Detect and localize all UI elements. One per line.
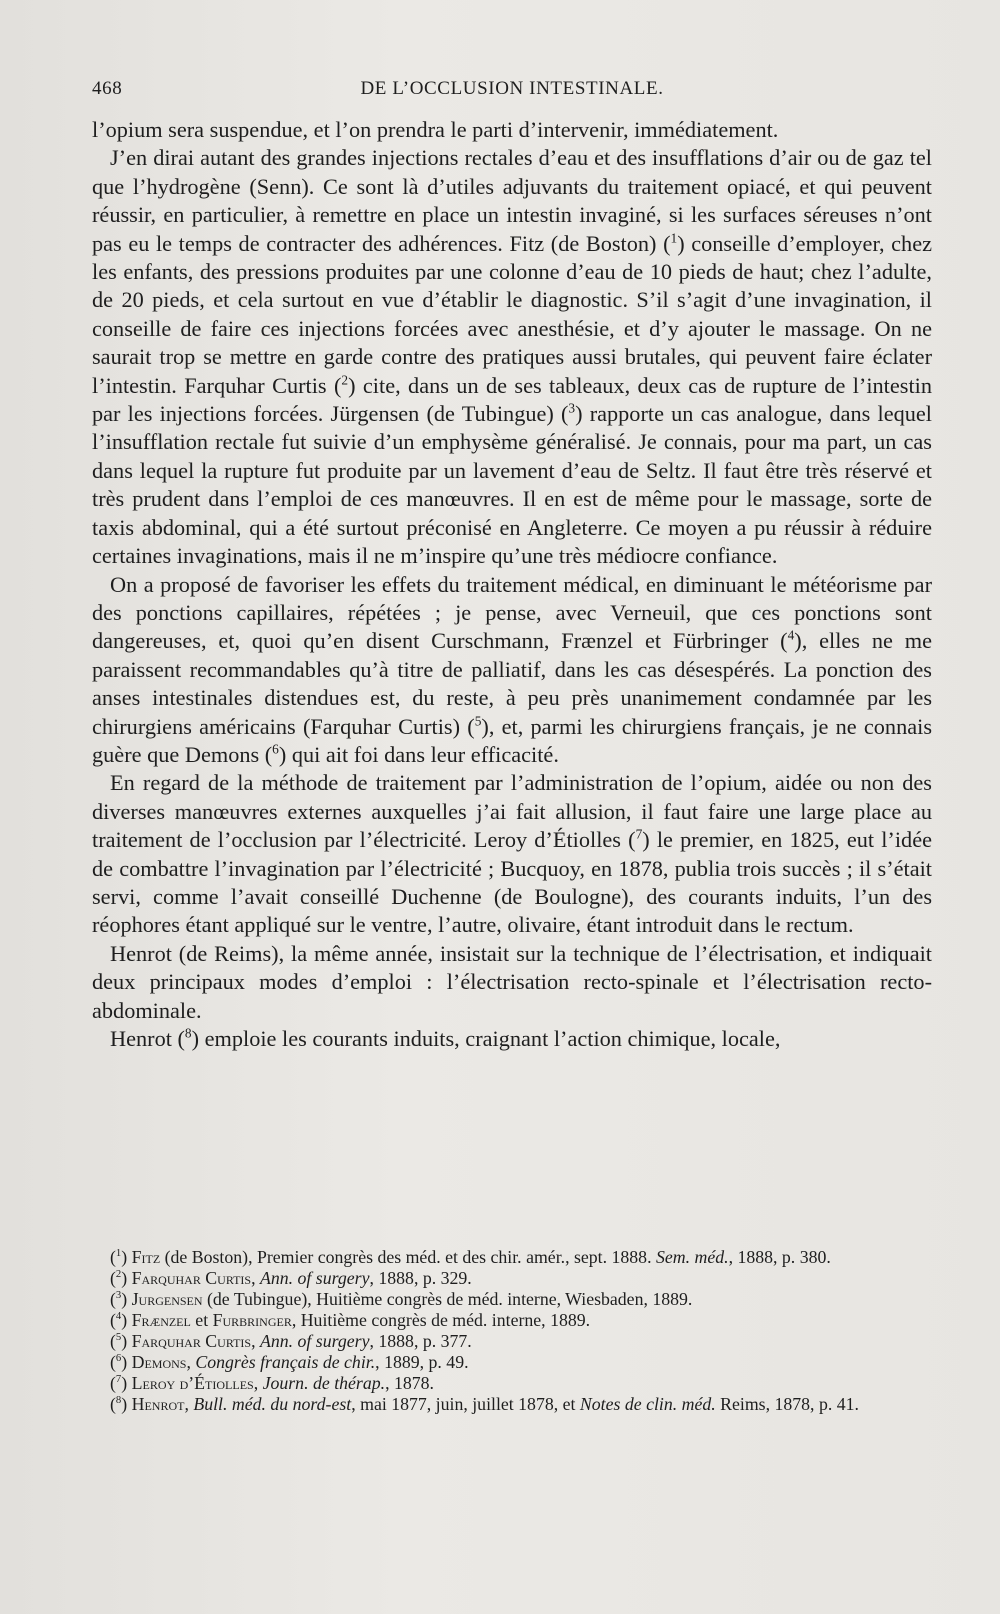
footnote-ref: 6 (272, 741, 279, 757)
page-header (92, 78, 932, 106)
journal-title: Notes de clin. méd. (579, 1394, 716, 1414)
author-name: Farquhar Curtis (131, 1331, 252, 1351)
footnote (92, 1289, 932, 1310)
text-run: , 1878. (385, 1373, 434, 1393)
text-run: , (186, 1352, 196, 1372)
paragraph (92, 571, 932, 770)
paragraph (92, 769, 932, 939)
text-run: , (251, 1268, 260, 1288)
text-run: Henrot (de Reims), la même année, insistait sur la technique de l’électrisation, et indiquait deux principaux modes d’emploi : l’électrisation recto-spinale et l’électrisation recto-abdominale. (92, 940, 932, 1023)
paragraph (92, 116, 932, 144)
footnote (92, 1394, 932, 1415)
footnote (92, 1247, 932, 1268)
footnote-ref: 8 (115, 1394, 122, 1407)
text-run: , 1889, p. 49. (375, 1352, 469, 1372)
text-run: Reims, 1878, p. 41. (715, 1394, 859, 1414)
footnote-ref: 5 (474, 713, 482, 729)
journal-title: Sem. méd. (655, 1247, 729, 1267)
text-run: , Huitième congrès de méd. interne, 1889. (291, 1310, 591, 1330)
footnote-ref: 7 (115, 1373, 122, 1386)
author-name: Fitz (131, 1247, 161, 1267)
footnote-ref: 5 (115, 1331, 122, 1344)
running-head: DE L’OCCLUSION INTESTINALE. (360, 78, 664, 99)
author-name: Farquhar Curtis (131, 1268, 252, 1288)
footnote (92, 1373, 932, 1394)
text-run: (de Tubingue), Huitième congrès de méd. interne, Wiesbaden, 1889. (202, 1289, 693, 1309)
text-run: ) (121, 1373, 132, 1393)
text-run: (de Boston), Premier congrès des méd. et des chir. amér., sept. 1888. (160, 1247, 656, 1267)
text-run: , (184, 1394, 194, 1414)
text-run: En regard de la méthode de traitement par l’administration de l’opium, aidée ou non des diverses manœuvres externes auxquelles j’ai fait allusion, il faut faire une large place au traitement de l’occlusion par l’électricité. Leroy d’Étiolles ( (92, 770, 932, 853)
text-run: ( (110, 1394, 116, 1414)
footnote (92, 1331, 932, 1352)
journal-title: Congrès français de chir. (195, 1352, 376, 1372)
text-run: , mai 1877, juin, juillet 1878, et (351, 1394, 580, 1414)
text-run: ) (121, 1247, 132, 1267)
footnote-ref: 7 (635, 826, 643, 842)
footnote (92, 1352, 932, 1373)
page-number: 468 (92, 78, 123, 99)
text-run: ( (110, 1310, 116, 1330)
journal-title: Bull. méd. du nord-est (193, 1394, 352, 1414)
text-run: ( (110, 1373, 116, 1393)
author-name: Furbringer (212, 1310, 292, 1330)
text-run: ( (110, 1352, 116, 1372)
author-name: Leroy d’Étiolles (131, 1373, 254, 1393)
text-run: , 1888, p. 377. (369, 1331, 472, 1351)
text-run: , 1888, p. 380. (728, 1247, 831, 1267)
author-name: Demons (131, 1352, 187, 1372)
text-run: On a proposé de favoriser les effets du traitement médical, en diminuant le météorisme par des ponctions capillaires, répétées ; je pense, avec Verneuil, que ces ponctions sont dangereuses, et, quoi qu’en disent Curschmann, Frænzel et Fürbringer ( (92, 571, 932, 654)
footnote-ref: 6 (115, 1352, 122, 1365)
text-run: ( (110, 1331, 116, 1351)
journal-title: Ann. of surgery (260, 1268, 370, 1288)
paragraph (92, 940, 932, 1025)
footnote-ref: 2 (115, 1268, 122, 1281)
footnote-ref: 4 (115, 1310, 122, 1323)
body-text (92, 116, 932, 1053)
footnotes (92, 1247, 932, 1415)
text-run: ( (110, 1247, 116, 1267)
text-run: , (251, 1331, 260, 1351)
journal-title: Ann. of surgery (260, 1331, 370, 1351)
footnote-ref: 3 (568, 400, 576, 416)
text-run: ) (121, 1289, 132, 1309)
footnote (92, 1310, 932, 1331)
text-run: ) (121, 1310, 132, 1330)
author-name: Jurgensen (131, 1289, 203, 1309)
text-run: ) (121, 1331, 132, 1351)
text-run: ) conseille d’employer, chez les enfants, des pressions produites par une colonne d’eau de 10 pieds de haut; chez l’adulte, de 20 pieds, et cela surtout en vue d’établir le diagnostic. S’il s’agit d’une invagination, il conseille de faire ces injections forcées avec anesthésie, et d’y ajouter le massage. On ne saurait trop se mettre en garde contre des pratiques aussi brutales, qui peuvent faire éclater l’intestin. Farquhar Curtis ( (92, 230, 932, 398)
text-run: ), et, parmi les chirurgiens français, je ne connais guère que Demons ( (92, 713, 932, 767)
text-run: ) qui ait foi dans leur efficacité. (278, 741, 559, 767)
footnote-ref: 3 (115, 1289, 122, 1302)
footnote (92, 1268, 932, 1289)
text-run: ) emploie les courants induits, craignant l’action chimique, locale, (191, 1026, 781, 1051)
text-run: ) rapporte un cas analogue, dans lequel l’insufflation rectale fut suivie d’un emphysème généralisé. Je connais, pour ma part, un cas dans lequel la rupture fut produite par un lavement d’eau de Seltz. Il faut être très réservé et très prudent dans l’emploi de ces manœuvres. Il en est de même pour le massage, sorte de taxis abdominal, qui a été surtout préconisé en Angleterre. Ce moyen a pu réussir à réduire certaines invaginations, mais il ne m’inspire qu’une très médiocre confiance. (92, 401, 932, 569)
footnote-ref: 1 (115, 1247, 122, 1260)
footnote-ref: 4 (787, 627, 795, 643)
paragraph (92, 1025, 932, 1053)
author-name: Frænzel (131, 1310, 191, 1330)
footnote-ref: 1 (670, 230, 678, 246)
footnote-ref: 8 (184, 1025, 192, 1041)
text-run: ) (121, 1394, 132, 1414)
text-run: ) (121, 1352, 132, 1372)
text-run: , (253, 1373, 263, 1393)
text-run: ) (121, 1268, 132, 1288)
text-run: ( (110, 1268, 116, 1288)
text-run: ), elles ne me paraissent recommandables qu’à titre de palliatif, dans les cas désespérés. La ponction des anses intestinales distendues est, du reste, à peu près unanimement condamnée par les chirurgiens américains (Farquhar Curtis) ( (92, 628, 932, 739)
text-run: et (190, 1310, 213, 1330)
text-run: ) cite, dans un de ses tableaux, deux cas de rupture de l’intestin par les injections forcées. Jürgensen (de Tubingue) ( (92, 372, 932, 427)
text-run: J’en dirai autant des grandes injections rectales d’eau et des insufflations d’air ou de gaz tel que l’hydrogène (Senn). Ce sont là d’utiles adjuvants du traitement opiacé, et qui peuvent réussir, en particulier, à remettre en place un intestin invaginé, si les surfaces séreuses n’ont pas eu le temps de contracter des adhérences. Fitz (de Boston) ( (92, 145, 932, 256)
text-run: Henrot ( (110, 1026, 185, 1051)
paragraph (92, 144, 932, 570)
text-run: l’opium sera suspendue, et l’on prendra le parti d’intervenir, immédiatement. (92, 117, 779, 142)
text-run: ) le premier, en 1825, eut l’idée de combattre l’invagination par l’électricité ; Bucquoy, en 1878, publia trois succès ; il s’était servi, comme l’avait conseillé Duchenne (de Boulogne), des courants induits, l’un des réophores étant appliqué sur le ventre, l’autre, olivaire, étant introduit dans le rectum. (92, 827, 932, 938)
footnote-ref: 2 (341, 372, 349, 388)
text-run: , 1888, p. 329. (369, 1268, 472, 1288)
author-name: Henrot (131, 1394, 185, 1414)
journal-title: Journ. de thérap. (262, 1373, 386, 1393)
text-run: ( (110, 1289, 116, 1309)
